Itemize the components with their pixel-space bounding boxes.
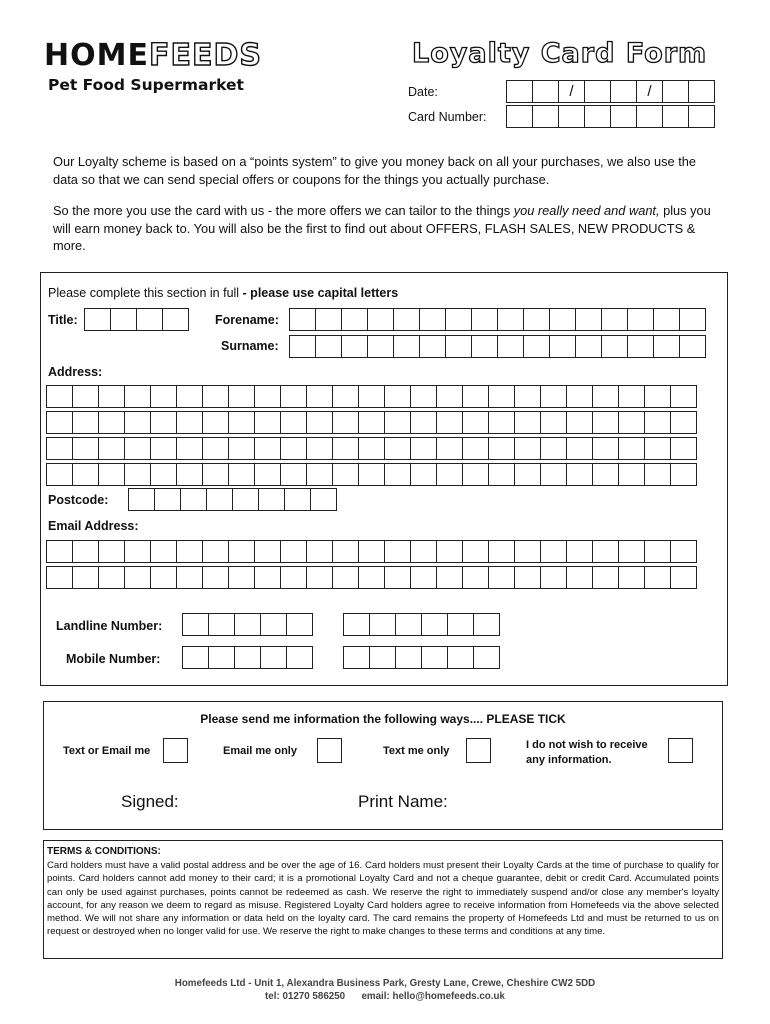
option-no-info-line2: any information. [526, 754, 612, 766]
input-cell[interactable] [566, 540, 593, 563]
input-cell[interactable] [315, 335, 342, 358]
input-cell[interactable] [419, 335, 446, 358]
input-cell[interactable] [46, 411, 73, 434]
input-cell[interactable] [618, 566, 645, 589]
input-cell[interactable] [644, 411, 671, 434]
instruction-bold: - please use capital letters [242, 286, 399, 300]
input-cell[interactable] [358, 566, 385, 589]
input-cell[interactable] [332, 385, 359, 408]
input-cell[interactable] [182, 646, 209, 669]
input-cell[interactable] [202, 463, 229, 486]
input-cell[interactable] [306, 566, 333, 589]
input-cell[interactable] [584, 105, 611, 128]
input-cell[interactable] [332, 437, 359, 460]
input-cell[interactable] [358, 463, 385, 486]
input-cell[interactable] [72, 566, 99, 589]
input-cell[interactable] [369, 613, 396, 636]
input-cell[interactable] [488, 437, 515, 460]
input-cell[interactable] [315, 308, 342, 331]
input-cell[interactable] [150, 540, 177, 563]
input-cell[interactable] [471, 335, 498, 358]
input-cell[interactable] [618, 540, 645, 563]
input-cell[interactable] [445, 308, 472, 331]
input-cell[interactable] [208, 613, 235, 636]
input-cell[interactable] [384, 463, 411, 486]
input-cell[interactable] [488, 540, 515, 563]
input-cell[interactable] [384, 540, 411, 563]
input-cell[interactable] [462, 540, 489, 563]
address-label: Address: [48, 365, 103, 379]
input-cell[interactable] [384, 437, 411, 460]
input-cell[interactable] [670, 411, 697, 434]
date-cell[interactable] [506, 80, 533, 103]
input-cell[interactable] [254, 463, 281, 486]
input-cell[interactable] [410, 437, 437, 460]
date-separator: / [636, 80, 663, 103]
input-cell[interactable] [506, 105, 533, 128]
input-cell[interactable] [343, 613, 370, 636]
input-cell[interactable] [384, 566, 411, 589]
option-email-only-label: Email me only [223, 745, 297, 757]
input-cell[interactable] [462, 411, 489, 434]
input-cell[interactable] [497, 308, 524, 331]
input-cell[interactable] [436, 566, 463, 589]
input-cell[interactable] [644, 463, 671, 486]
input-cell[interactable] [447, 646, 474, 669]
input-cell[interactable] [341, 335, 368, 358]
input-cell[interactable] [514, 411, 541, 434]
input-cell[interactable] [343, 646, 370, 669]
forename-label: Forename: [215, 313, 279, 327]
input-cell[interactable] [540, 411, 567, 434]
email-line-2[interactable] [46, 566, 697, 589]
input-cell[interactable] [228, 463, 255, 486]
input-cell[interactable] [436, 463, 463, 486]
input-cell[interactable] [566, 385, 593, 408]
footer-address: Homefeeds Ltd - Unit 1, Alexandra Business Park, Gresty Lane, Crewe, Cheshire CW2 5DD [174, 978, 596, 989]
input-cell[interactable] [310, 488, 337, 511]
input-cell[interactable] [176, 540, 203, 563]
surname-label: Surname: [221, 339, 279, 353]
input-cell[interactable] [601, 335, 628, 358]
input-cell[interactable] [644, 540, 671, 563]
input-cell[interactable] [228, 566, 255, 589]
input-cell[interactable] [644, 566, 671, 589]
input-cell[interactable] [653, 335, 680, 358]
option-text-or-email-label: Text or Email me [63, 745, 151, 757]
input-cell[interactable] [566, 566, 593, 589]
title-field[interactable] [84, 308, 189, 331]
input-cell[interactable] [258, 488, 285, 511]
input-cell[interactable] [471, 308, 498, 331]
terms-body: Card holders must have a valid postal address and be over the age of 16. Card holders must present their Loyalty Cards at the time of purchase to qualify for points. Card holders cannot add money to their card; it is a promotional Loyalty Card and not a cheque guarantee, debit or credit Card. Accumulated points can only be used against purchases, points cannot be redeemed as cash. We reserve the right to immediately suspend and/or close any member's loyalty account, for any reason we deem to regard as misuse. Registered Loyalty Card holders agree to receive information from Homefeeds via the above selected method. We will not share any information or data held on the loyalty card. The card remains the property of Homefeeds Ltd and must be returned to us on request or destroyed when no longer valid for use. We reserve the right to make changes to these terms and conditions at any time. [47, 860, 719, 938]
signed-label: Signed: [121, 792, 179, 811]
date-cell[interactable] [532, 80, 559, 103]
date-cell[interactable] [584, 80, 611, 103]
input-cell[interactable] [558, 105, 585, 128]
input-cell[interactable] [488, 411, 515, 434]
input-cell[interactable] [98, 540, 125, 563]
input-cell[interactable] [488, 566, 515, 589]
input-cell[interactable] [618, 463, 645, 486]
input-cell[interactable] [306, 411, 333, 434]
option-text-only-label: Text me only [383, 745, 450, 757]
input-cell[interactable] [575, 335, 602, 358]
input-cell[interactable] [532, 105, 559, 128]
landline-number-field[interactable] [343, 613, 500, 636]
input-cell[interactable] [670, 540, 697, 563]
input-cell[interactable] [150, 411, 177, 434]
brand-logo [44, 38, 262, 73]
input-cell[interactable] [110, 308, 137, 331]
input-cell[interactable] [182, 613, 209, 636]
input-cell[interactable] [136, 308, 163, 331]
input-cell[interactable] [124, 437, 151, 460]
postcode-label: Postcode: [48, 493, 109, 507]
postcode-field[interactable] [128, 488, 337, 511]
input-cell[interactable] [332, 540, 359, 563]
surname-field[interactable] [289, 335, 706, 358]
input-cell[interactable] [124, 463, 151, 486]
input-cell[interactable] [358, 385, 385, 408]
input-cell[interactable] [208, 646, 235, 669]
input-cell[interactable] [98, 437, 125, 460]
input-cell[interactable] [150, 463, 177, 486]
input-cell[interactable] [280, 385, 307, 408]
terms-heading: TERMS & CONDITIONS: [47, 846, 161, 857]
input-cell[interactable] [410, 566, 437, 589]
input-cell[interactable] [592, 385, 619, 408]
input-cell[interactable] [566, 437, 593, 460]
input-cell[interactable] [540, 437, 567, 460]
input-cell[interactable] [436, 385, 463, 408]
intro-p2-end: plus you will earn money back to. You will also be the first to find out about OFFERS, FLASH SALES, NEW PRODUCTS & more. [53, 203, 711, 253]
option-email-only-checkbox[interactable] [317, 738, 342, 763]
input-cell[interactable] [46, 566, 73, 589]
input-cell[interactable] [280, 437, 307, 460]
intro-p2-emphasis: you really need and want, [513, 203, 660, 218]
input-cell[interactable] [514, 437, 541, 460]
input-cell[interactable] [228, 411, 255, 434]
input-cell[interactable] [232, 488, 259, 511]
input-cell[interactable] [488, 385, 515, 408]
input-cell[interactable] [306, 540, 333, 563]
input-cell[interactable] [627, 335, 654, 358]
input-cell[interactable] [260, 613, 287, 636]
input-cell[interactable] [688, 105, 715, 128]
details-instruction [48, 286, 398, 300]
input-cell[interactable] [72, 437, 99, 460]
input-cell[interactable] [254, 411, 281, 434]
card-number-field[interactable] [506, 105, 715, 128]
input-cell[interactable] [280, 411, 307, 434]
input-cell[interactable] [202, 411, 229, 434]
input-cell[interactable] [228, 540, 255, 563]
option-no-info-line1: I do not wish to receive [526, 739, 648, 751]
input-cell[interactable] [592, 540, 619, 563]
address-line-4[interactable] [46, 463, 697, 486]
input-cell[interactable] [670, 385, 697, 408]
input-cell[interactable] [421, 613, 448, 636]
input-cell[interactable] [610, 105, 637, 128]
input-cell[interactable] [410, 540, 437, 563]
input-cell[interactable] [384, 411, 411, 434]
input-cell[interactable] [393, 308, 420, 331]
input-cell[interactable] [46, 540, 73, 563]
input-cell[interactable] [419, 308, 446, 331]
input-cell[interactable] [514, 540, 541, 563]
intro-paragraph-1: Our Loyalty scheme is based on a “points system” to give you money back on all your purchases, we also use the data so that we can send special offers or coupons for the things you actually purchase. [53, 154, 697, 187]
input-cell[interactable] [670, 463, 697, 486]
input-cell[interactable] [98, 411, 125, 434]
input-cell[interactable] [124, 540, 151, 563]
date-cell[interactable] [688, 80, 715, 103]
input-cell[interactable] [289, 308, 316, 331]
input-cell[interactable] [514, 566, 541, 589]
input-cell[interactable] [254, 385, 281, 408]
input-cell[interactable] [98, 385, 125, 408]
input-cell[interactable] [254, 437, 281, 460]
input-cell[interactable] [618, 437, 645, 460]
option-text-only-checkbox[interactable] [466, 738, 491, 763]
date-cell[interactable] [610, 80, 637, 103]
input-cell[interactable] [618, 385, 645, 408]
input-cell[interactable] [445, 335, 472, 358]
input-cell[interactable] [306, 463, 333, 486]
input-cell[interactable] [206, 488, 233, 511]
mobile-label: Mobile Number: [66, 652, 161, 666]
input-cell[interactable] [180, 488, 207, 511]
input-cell[interactable] [154, 488, 181, 511]
input-cell[interactable] [497, 335, 524, 358]
input-cell[interactable] [176, 411, 203, 434]
input-cell[interactable] [395, 613, 422, 636]
input-cell[interactable] [254, 566, 281, 589]
footer-contact: tel: 01270 586250 email: hello@homefeeds.co.uk [265, 991, 505, 1002]
input-cell[interactable] [540, 566, 567, 589]
input-cell[interactable] [540, 385, 567, 408]
input-cell[interactable] [369, 646, 396, 669]
input-cell[interactable] [280, 540, 307, 563]
address-line-3[interactable] [46, 437, 697, 460]
input-cell[interactable] [575, 308, 602, 331]
input-cell[interactable] [410, 385, 437, 408]
input-cell[interactable] [566, 463, 593, 486]
input-cell[interactable] [462, 566, 489, 589]
input-cell[interactable] [473, 613, 500, 636]
input-cell[interactable] [653, 308, 680, 331]
option-no-info-label [526, 738, 648, 768]
input-cell[interactable] [284, 488, 311, 511]
input-cell[interactable] [150, 385, 177, 408]
input-cell[interactable] [234, 613, 261, 636]
input-cell[interactable] [72, 540, 99, 563]
input-cell[interactable] [367, 335, 394, 358]
input-cell[interactable] [84, 308, 111, 331]
input-cell[interactable] [488, 463, 515, 486]
input-cell[interactable] [280, 566, 307, 589]
brand-feeds: FEEDS [148, 38, 262, 73]
input-cell[interactable] [176, 437, 203, 460]
input-cell[interactable] [72, 463, 99, 486]
input-cell[interactable] [202, 385, 229, 408]
input-cell[interactable] [228, 437, 255, 460]
input-cell[interactable] [566, 411, 593, 434]
input-cell[interactable] [395, 646, 422, 669]
input-cell[interactable] [679, 335, 706, 358]
input-cell[interactable] [462, 385, 489, 408]
email-line-1[interactable] [46, 540, 697, 563]
input-cell[interactable] [162, 308, 189, 331]
input-cell[interactable] [358, 540, 385, 563]
print-name-label: Print Name: [358, 792, 448, 811]
input-cell[interactable] [644, 437, 671, 460]
input-cell[interactable] [549, 335, 576, 358]
input-cell[interactable] [592, 566, 619, 589]
mobile-prefix-field[interactable] [182, 646, 313, 669]
input-cell[interactable] [46, 385, 73, 408]
input-cell[interactable] [436, 411, 463, 434]
preferences-heading: Please send me information the following ways.... PLEASE TICK [200, 712, 566, 726]
input-cell[interactable] [523, 308, 550, 331]
input-cell[interactable] [514, 385, 541, 408]
input-cell[interactable] [436, 540, 463, 563]
input-cell[interactable] [514, 463, 541, 486]
input-cell[interactable] [306, 385, 333, 408]
input-cell[interactable] [549, 308, 576, 331]
email-label: Email Address: [48, 519, 139, 533]
input-cell[interactable] [662, 105, 689, 128]
form-title: Loyalty Card Form [412, 38, 708, 69]
input-cell[interactable] [473, 646, 500, 669]
input-cell[interactable] [618, 411, 645, 434]
input-cell[interactable] [124, 411, 151, 434]
input-cell[interactable] [46, 437, 73, 460]
input-cell[interactable] [421, 646, 448, 669]
input-cell[interactable] [447, 613, 474, 636]
input-cell[interactable] [286, 646, 313, 669]
input-cell[interactable] [46, 463, 73, 486]
input-cell[interactable] [286, 613, 313, 636]
input-cell[interactable] [128, 488, 155, 511]
input-cell[interactable] [627, 308, 654, 331]
input-cell[interactable] [540, 463, 567, 486]
input-cell[interactable] [176, 566, 203, 589]
input-cell[interactable] [358, 437, 385, 460]
date-cell[interactable] [662, 80, 689, 103]
input-cell[interactable] [176, 385, 203, 408]
input-cell[interactable] [540, 540, 567, 563]
card-number-label: Card Number: [408, 110, 487, 124]
input-cell[interactable] [289, 335, 316, 358]
address-line-1[interactable] [46, 385, 697, 408]
input-cell[interactable] [436, 437, 463, 460]
input-cell[interactable] [393, 335, 420, 358]
input-cell[interactable] [601, 308, 628, 331]
input-cell[interactable] [332, 411, 359, 434]
input-cell[interactable] [332, 566, 359, 589]
address-line-2[interactable] [46, 411, 697, 434]
input-cell[interactable] [410, 463, 437, 486]
landline-prefix-field[interactable] [182, 613, 313, 636]
input-cell[interactable] [72, 385, 99, 408]
input-cell[interactable] [523, 335, 550, 358]
intro-p2-start: So the more you use the card with us - the more offers we can tailor to the things [53, 203, 514, 218]
input-cell[interactable] [592, 463, 619, 486]
input-cell[interactable] [124, 385, 151, 408]
input-cell[interactable] [341, 308, 368, 331]
input-cell[interactable] [176, 463, 203, 486]
input-cell[interactable] [202, 566, 229, 589]
input-cell[interactable] [592, 437, 619, 460]
option-text-or-email-checkbox[interactable] [163, 738, 188, 763]
input-cell[interactable] [670, 437, 697, 460]
input-cell[interactable] [462, 437, 489, 460]
input-cell[interactable] [592, 411, 619, 434]
brand-tagline: Pet Food Supermarket [48, 76, 244, 94]
instruction-text: Please complete this section in full [48, 286, 243, 300]
input-cell[interactable] [410, 411, 437, 434]
input-cell[interactable] [124, 566, 151, 589]
brand-home: HOME [44, 38, 149, 73]
date-label: Date: [408, 85, 438, 99]
input-cell[interactable] [150, 566, 177, 589]
input-cell[interactable] [367, 308, 394, 331]
input-cell[interactable] [254, 540, 281, 563]
option-no-info-checkbox[interactable] [668, 738, 693, 763]
input-cell[interactable] [202, 540, 229, 563]
input-cell[interactable] [358, 411, 385, 434]
date-separator: / [558, 80, 585, 103]
input-cell[interactable] [98, 463, 125, 486]
input-cell[interactable] [150, 437, 177, 460]
input-cell[interactable] [384, 385, 411, 408]
input-cell[interactable] [644, 385, 671, 408]
input-cell[interactable] [670, 566, 697, 589]
input-cell[interactable] [98, 566, 125, 589]
input-cell[interactable] [202, 437, 229, 460]
input-cell[interactable] [228, 385, 255, 408]
input-cell[interactable] [72, 411, 99, 434]
input-cell[interactable] [679, 308, 706, 331]
forename-field[interactable] [289, 308, 706, 331]
mobile-number-field[interactable] [343, 646, 500, 669]
landline-label: Landline Number: [56, 619, 163, 633]
input-cell[interactable] [332, 463, 359, 486]
input-cell[interactable] [462, 463, 489, 486]
input-cell[interactable] [260, 646, 287, 669]
input-cell[interactable] [234, 646, 261, 669]
input-cell[interactable] [306, 437, 333, 460]
date-field[interactable] [506, 80, 715, 103]
input-cell[interactable] [636, 105, 663, 128]
title-label: Title: [48, 313, 78, 327]
intro-paragraph-2 [53, 202, 723, 255]
input-cell[interactable] [280, 463, 307, 486]
